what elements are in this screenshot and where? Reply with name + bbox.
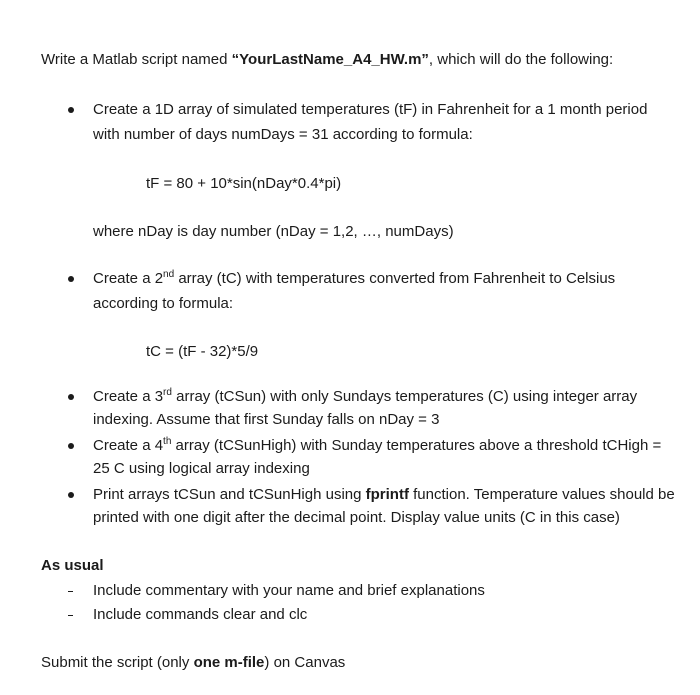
formula-tc: tC = (tF - 32)*5/9 xyxy=(146,343,259,360)
bullet-dot xyxy=(68,276,74,282)
bullet-dot xyxy=(68,394,74,400)
intro-text: Write a Matlab script named xyxy=(41,51,232,68)
intro-text-end: , which will do the following: xyxy=(428,51,614,68)
bullet1-line1: Create a 1D array of simulated temperatures (tF) in Fahrenheit for a 1 month period xyxy=(93,101,648,118)
bullet-dot xyxy=(68,443,74,449)
bullet5-line1: Print arrays tCSun and tCSunHigh using fprintf function. Temperature values should be xyxy=(93,486,675,503)
bullet3-line1: Create a 3rd array (tCSun) with only Sundays temperatures (C) using integer array xyxy=(93,387,638,405)
bullet4-line2: 25 C using logical array indexing xyxy=(93,460,310,477)
script-filename: “YourLastName_A4_HW.m” xyxy=(231,51,429,68)
bullet2-line2: according to formula: xyxy=(93,295,234,312)
formula-tf: tF = 80 + 10*sin(nDay*0.4*pi) xyxy=(146,175,342,192)
intro-line xyxy=(41,50,613,70)
bullet5-line2: printed with one digit after the decimal point. Display value units (C in this case) xyxy=(93,509,620,526)
bullet1-where: where nDay is day number (nDay = 1,2, …, numDays) xyxy=(93,223,454,240)
submit-line: Submit the script (only one m-file) on Canvas xyxy=(41,654,346,671)
as-usual-item: Include commentary with your name and brief explanations xyxy=(93,582,485,599)
dash-marker xyxy=(68,591,73,592)
dash-marker xyxy=(68,615,73,616)
bullet-dot xyxy=(68,492,74,498)
as-usual-heading: As usual xyxy=(41,557,104,574)
as-usual-item: Include commands clear and clc xyxy=(93,606,308,623)
one-m-file: one m-file xyxy=(193,654,265,671)
fprintf-keyword: fprintf xyxy=(365,486,409,503)
bullet-dot xyxy=(68,107,74,113)
bullet3-line2: indexing. Assume that first Sunday falls on nDay = 3 xyxy=(93,411,440,428)
bullet2-line1: Create a 2nd array (tC) with temperatures converted from Fahrenheit to Celsius xyxy=(93,269,616,287)
bullet4-line1: Create a 4th array (tCSunHigh) with Sunday temperatures above a threshold tCHigh = xyxy=(93,436,662,454)
bullet1-line2: with number of days numDays = 31 according to formula: xyxy=(93,126,473,143)
